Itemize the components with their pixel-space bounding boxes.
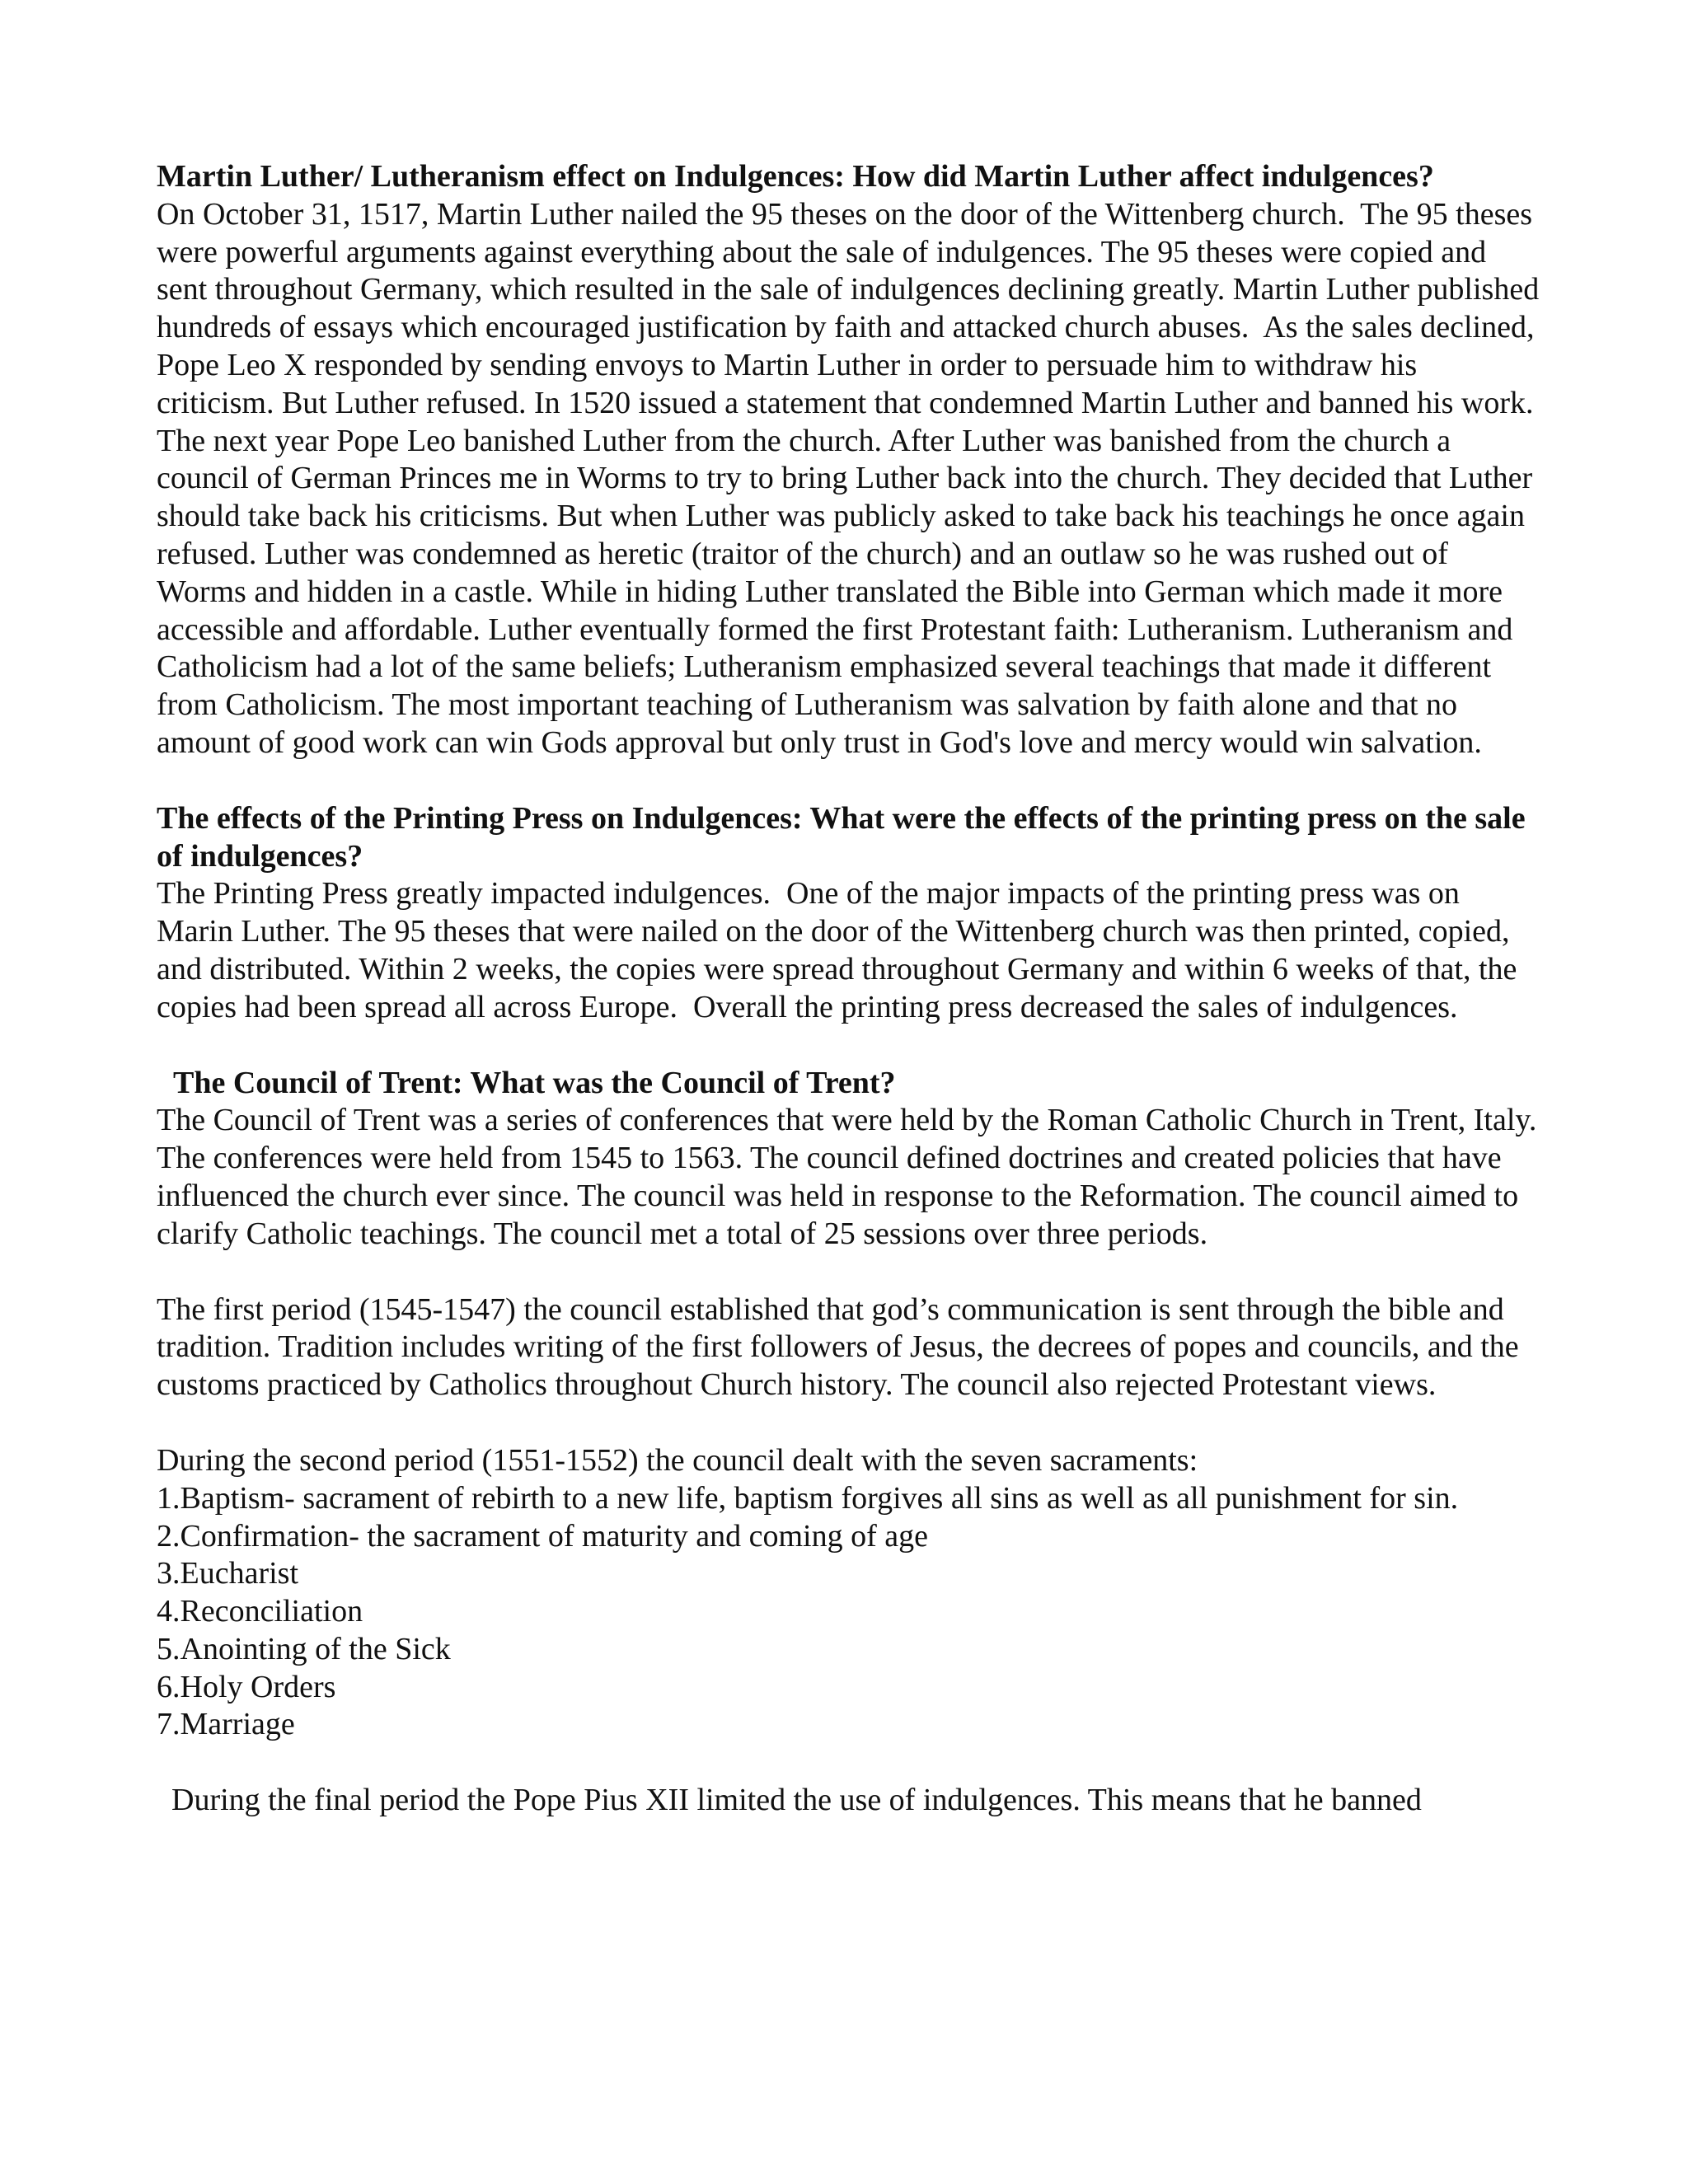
paragraph-gap <box>157 1744 1541 1782</box>
paragraph-gap <box>157 762 1541 800</box>
section-printing-press <box>157 800 1541 1027</box>
final-period-paragraph: During the final period the Pope Pius XII limited the use of indulgences. This means that he banned <box>171 1783 1422 1818</box>
section-body-trent: The Council of Trent was a series of conferences that were held by the Roman Catholic Church in Trent, Italy. The conferences were held from 1545 to 1563. The council defined doctrines and created policies that have influenced the church ever since. The council was held in response to the Reformation. The council aimed to clarify Catholic teachings. The council met a total of 25 sessions over three periods. <box>157 1103 1545 1251</box>
section-heading-luther: Martin Luther/ Lutheranism effect on Indulgences: How did Martin Luther affect indulgences? <box>157 159 1434 194</box>
section-body-luther: On October 31, 1517, Martin Luther nailed the 95 theses on the door of the Wittenberg church. The 95 theses were powerful arguments against everything about the sale of indulgences. The 95 theses were copied and sent throughout Germany, which resulted in the sale of indulgences declining greatly. Martin Luther published hundreds of essays which encouraged justification by faith and attacked church abuses. As the sales declined, Pope Leo X responded by sending envoys to Martin Luther in order to persuade him to withdraw his criticism. But Luther refused. In 1520 issued a statement that condemned Martin Luther and banned his work. The next year Pope Leo banished Luther from the church. After Luther was banished from the church a council of German Princes me in Worms to try to bring Luther back into the church. They decided that Luther should take back his criticisms. But when Luther was publicly asked to take back his teachings he once again refused. Luther was condemned as heretic (traitor of the church) and an outlaw so he was rushed out of Worms and hidden in a castle. While in hiding Luther translated the Bible into German which made it more accessible and affordable. Luther eventually formed the first Protestant faith: Lutheranism. Lutheranism and Catholicism had a lot of the same beliefs; Lutheranism emphasized several teachings that made it different from Catholicism. The most important teaching of Lutheranism was salvation by faith alone and that no amount of good work can win Gods approval but only trust in God's love and mercy would win salvation. <box>157 196 1549 760</box>
sacraments-list <box>157 1480 1541 1745</box>
list-item: 2.Confirmation- the sacrament of maturity and coming of age <box>157 1518 928 1554</box>
list-item: 3.Eucharist <box>157 1556 299 1591</box>
list-item: 4.Reconciliation <box>157 1594 363 1629</box>
section-heading-trent: The Council of Trent: What was the Council of Trent? <box>173 1065 896 1100</box>
list-item: 1.Baptism- sacrament of rebirth to a new life, baptism forgives all sins as well as all punishment for sin. <box>157 1480 1459 1516</box>
first-period-paragraph: The first period (1545-1547) the council established that god’s communication is sent through the bible and tradition. Tradition includes writing of the first followers of Jesus, the decrees of popes and councils, and the customs practiced by Catholics throughout Church history. The council also rejected Protestant views. <box>157 1291 1527 1403</box>
paragraph-gap <box>157 1254 1541 1291</box>
paragraph-gap <box>157 1404 1541 1442</box>
list-item: 5.Anointing of the Sick <box>157 1631 451 1666</box>
list-item: 6.Holy Orders <box>157 1669 336 1704</box>
paragraph-gap <box>157 1027 1541 1065</box>
section-luther <box>157 158 1549 762</box>
document-content <box>157 158 1549 1820</box>
section-body-printing-press: The Printing Press greatly impacted indulgences. One of the major impacts of the printing press was on Marin Luther. The 95 theses that were nailed on the door of the Wittenberg church was then printed, copied, and distributed. Within 2 weeks, the copies were spread throughout Germany and within 6 weeks of that, the copies had been spread all across Europe. Overall the printing press decreased the sales of indulgences. <box>157 876 1525 1024</box>
list-item: 7.Marriage <box>157 1707 295 1742</box>
section-trent <box>157 1065 1545 1821</box>
second-period-intro: During the second period (1551-1552) the council dealt with the seven sacraments: <box>157 1442 1198 1478</box>
section-heading-printing-press: The effects of the Printing Press on Indulgences: What were the effects of the printing press on the sale of indulgences? <box>157 800 1526 874</box>
